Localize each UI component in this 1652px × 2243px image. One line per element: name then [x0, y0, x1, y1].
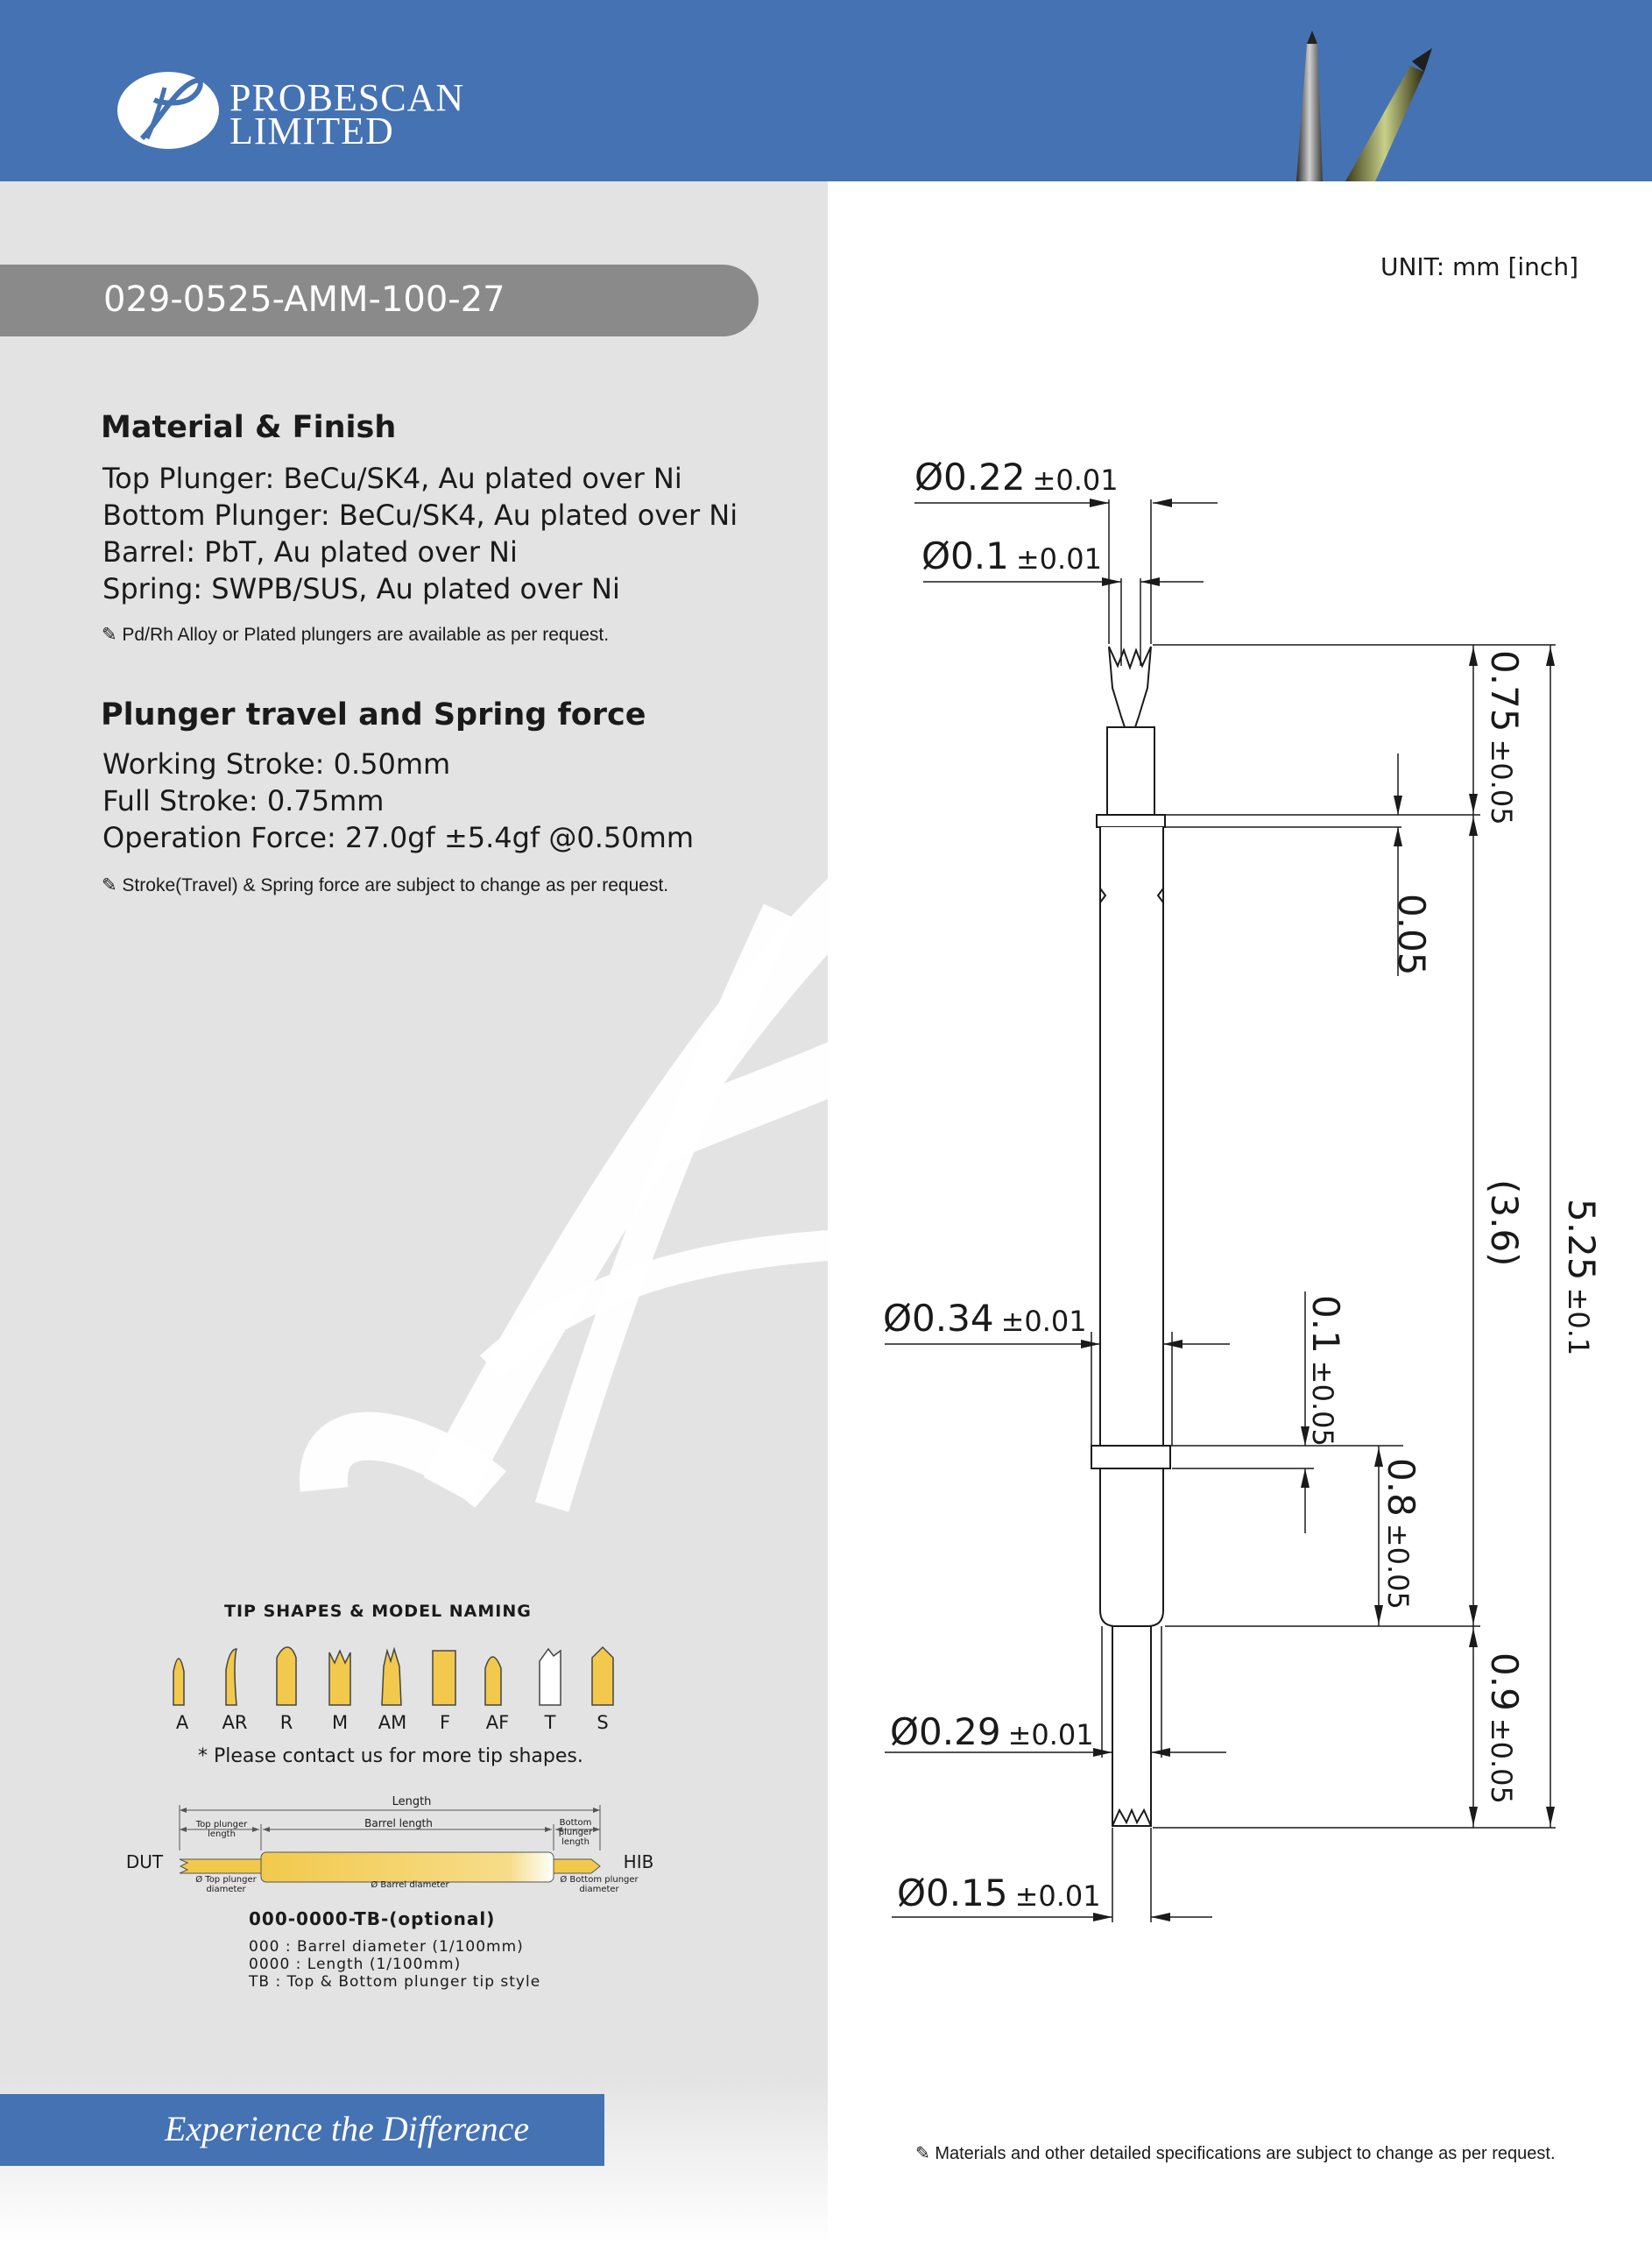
tip-af-icon [485, 1657, 501, 1705]
slogan: Experience the Difference [165, 2109, 530, 2148]
material-line: Top Plunger: BeCu/SK4, Au plated over Ni [102, 462, 682, 495]
dim-value: Ø0.22 [914, 456, 1026, 499]
tip-label: F [439, 1712, 451, 1733]
naming-hib: HIB [623, 1851, 654, 1872]
tip-label: R [279, 1712, 293, 1733]
brand-line-2: LIMITED [229, 110, 394, 152]
dim-gap [1389, 894, 1433, 976]
tip-label: AF [485, 1712, 510, 1733]
dim-tolerance: ±0.01 [1014, 1879, 1101, 1913]
tip-a-icon [173, 1659, 184, 1705]
dim-tolerance: ±0.1 [1562, 1287, 1595, 1356]
tip-m-icon [329, 1651, 350, 1705]
brand-line-1: PROBESCAN [229, 76, 465, 119]
tip-label: A [175, 1712, 189, 1733]
tip-note: * Please contact us for more tip shapes. [198, 1745, 583, 1767]
dim-tolerance: ±0.05 [1485, 739, 1518, 825]
naming-barrel-diameter: Ø Barrel diameter [371, 1880, 449, 1890]
dim-ring-position [1376, 1458, 1423, 1610]
dim-value: 0.1 [1304, 1295, 1347, 1354]
tip-f-icon [433, 1651, 455, 1705]
dim-tolerance: ±0.05 [1306, 1360, 1339, 1447]
dim-value: Ø0.34 [883, 1297, 994, 1340]
plunger-line: Full Stroke: 0.75mm [102, 784, 385, 817]
dim-tolerance: ±0.01 [1015, 542, 1102, 576]
dim-top-length [1479, 650, 1526, 825]
material-line: Barrel: PbT, Au plated over Ni [102, 535, 518, 569]
dim-value: Ø0.29 [890, 1710, 1001, 1753]
dim-bottom-length [1479, 1652, 1526, 1804]
plunger-line: Working Stroke: 0.50mm [102, 747, 451, 781]
dim-value: 5.25 [1560, 1199, 1603, 1281]
tip-ar-icon [226, 1649, 237, 1705]
naming-dut: DUT [125, 1851, 164, 1872]
dim-bottom-diameter [890, 1710, 1094, 1757]
plunger-note: ✎ Stroke(Travel) & Spring force are subject to change as per request. [102, 875, 669, 895]
material-line: Bottom Plunger: BeCu/SK4, Au plated over Ni [102, 499, 738, 532]
naming-bottom-length: Bottom plunger length [558, 1818, 593, 1847]
plunger-title: Plunger travel and Spring force [101, 697, 646, 732]
dim-barrel-length [1482, 1179, 1526, 1267]
part-number: 029-0525-AMM-100-27 [103, 279, 505, 320]
tip-r-icon [277, 1647, 296, 1705]
dim-value: 0.75 [1483, 650, 1526, 732]
dim-bottom-tip-diameter [897, 1872, 1101, 1918]
material-title: Material & Finish [101, 410, 397, 445]
tip-shapes-row [158, 1645, 631, 1707]
dim-tolerance: ±0.01 [1032, 463, 1119, 497]
footer-note: ✎ Materials and other detailed specifications are subject to change as per request. [915, 2144, 1556, 2163]
dim-value: Ø0.15 [897, 1872, 1008, 1914]
dim-top-diameter [914, 456, 1119, 502]
dim-value: (3.6) [1483, 1179, 1526, 1267]
dim-value: 0.05 [1390, 894, 1433, 976]
tip-am-icon [382, 1649, 401, 1705]
dim-tolerance: ±0.05 [1485, 1717, 1518, 1804]
naming-length: Length [392, 1795, 432, 1808]
model-format: 000-0000-TB-(optional) [249, 1908, 496, 1929]
tip-s-icon [592, 1647, 613, 1705]
material-note: ✎ Pd/Rh Alloy or Plated plungers are available as per request. [102, 625, 610, 645]
tip-t-icon [540, 1649, 561, 1705]
model-line: TB : Top & Bottom plunger tip style [249, 1973, 541, 1991]
tip-label: AR [222, 1712, 248, 1733]
plunger-line: Operation Force: 27.0gf ±5.4gf @0.50mm [102, 821, 694, 854]
dim-total-length [1557, 1199, 1603, 1355]
dim-tip-diameter [921, 534, 1102, 581]
dim-tolerance: ±0.01 [1007, 1718, 1094, 1751]
naming-bottom-diameter: Ø Bottom plunger diameter [560, 1875, 639, 1894]
dim-tolerance: ±0.01 [1000, 1305, 1087, 1338]
tip-label: S [597, 1712, 609, 1733]
tip-shapes-title: TIP SHAPES & MODEL NAMING [224, 1602, 532, 1621]
material-line: Spring: SWPB/SUS, Au plated over Ni [102, 572, 620, 605]
naming-top-diameter: Ø Top plunger diameter [195, 1875, 257, 1894]
model-line: 000 : Barrel diameter (1/100mm) [249, 1938, 524, 1956]
model-line: 0000 : Length (1/100mm) [249, 1956, 462, 1973]
naming-top-length: Top plunger length [195, 1820, 248, 1839]
dim-value: 0.8 [1380, 1458, 1423, 1517]
dim-barrel-diameter [883, 1297, 1087, 1343]
tip-label: M [331, 1712, 349, 1733]
tip-label: AM [378, 1712, 407, 1733]
dim-ring-width [1301, 1295, 1347, 1447]
naming-barrel-length: Barrel length [364, 1817, 433, 1829]
unit-label: UNIT: mm [inch] [1380, 252, 1578, 281]
tip-label: T [544, 1712, 556, 1733]
dim-value: 0.9 [1483, 1652, 1526, 1711]
dim-tolerance: ±0.05 [1381, 1523, 1415, 1610]
dim-value: Ø0.1 [921, 534, 1009, 577]
